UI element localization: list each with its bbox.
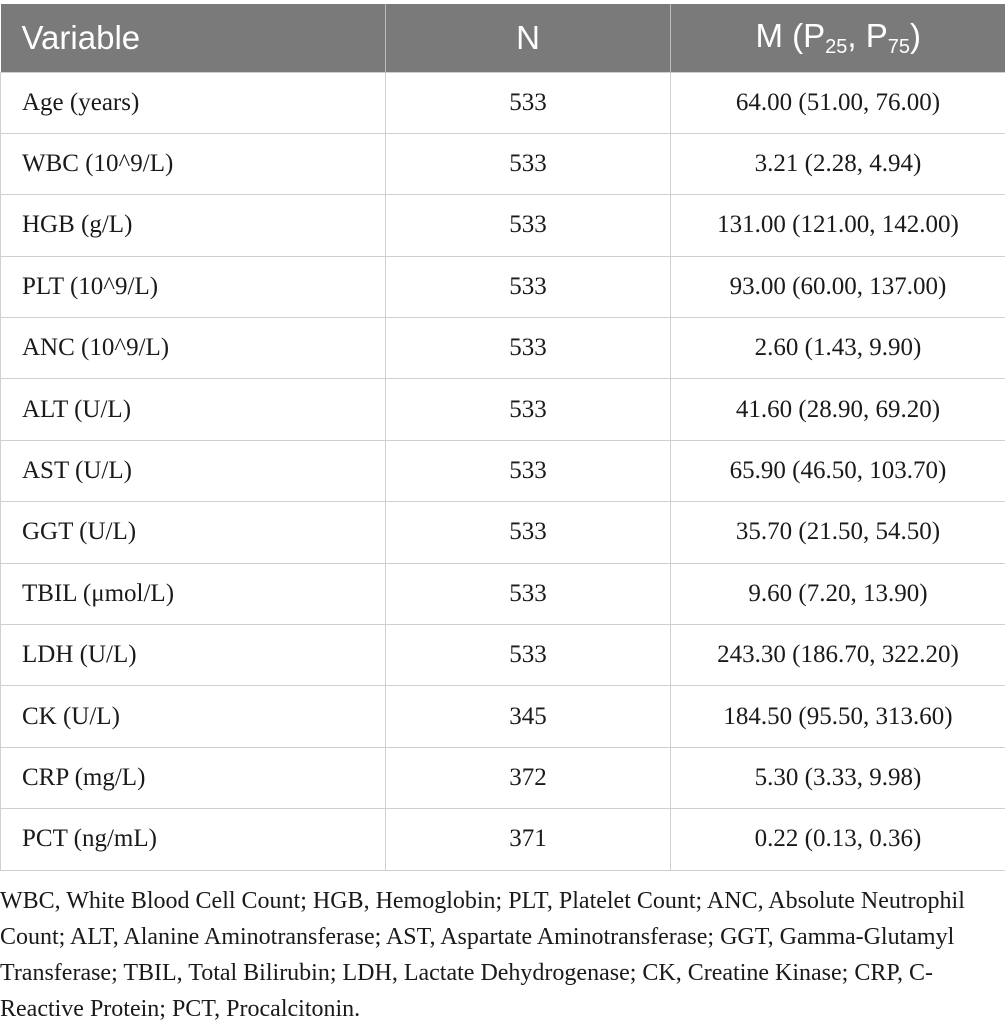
cell-n: 533 xyxy=(386,379,671,440)
cell-variable: HGB (g/L) xyxy=(1,195,386,256)
table-row xyxy=(1,133,1005,194)
lab-values-table xyxy=(0,4,1005,871)
table-container xyxy=(0,4,1005,871)
cell-variable: ALT (U/L) xyxy=(1,379,386,440)
table-footnote: WBC, White Blood Cell Count; HGB, Hemoglobin; PLT, Platelet Count; ANC, Absolute Neutrophil Count; ALT, Alanine Aminotransferase; AST, Aspartate Aminotransferase; GGT, Gamma-Glutamyl Transferase; TBIL, Total Bilirubin; LDH, Lactate Dehydrogenase; CK, Creatine Kinase; CRP, C-Reactive Protein; PCT, Procalcitonin. xyxy=(0,888,965,1022)
cell-variable: CRP (mg/L) xyxy=(1,747,386,808)
header-median-iqr xyxy=(671,4,1005,72)
cell-variable: PCT (ng/mL) xyxy=(1,809,386,870)
cell-median-iqr: 2.60 (1.43, 9.90) xyxy=(671,318,1005,379)
header-n: N xyxy=(386,4,671,72)
cell-median-iqr: 9.60 (7.20, 13.90) xyxy=(671,563,1005,624)
cell-median-iqr: 93.00 (60.00, 137.00) xyxy=(671,256,1005,317)
cell-median-iqr: 243.30 (186.70, 322.20) xyxy=(671,625,1005,686)
cell-variable: LDH (U/L) xyxy=(1,625,386,686)
cell-variable: Age (years) xyxy=(1,72,386,133)
table-body xyxy=(1,72,1005,870)
header-variable: Variable xyxy=(21,18,141,56)
cell-variable: AST (U/L) xyxy=(1,440,386,501)
cell-median-iqr: 3.21 (2.28, 4.94) xyxy=(671,133,1005,194)
cell-n: 372 xyxy=(386,747,671,808)
header-m-prefix: M (P xyxy=(755,16,826,54)
cell-variable: WBC (10^9/L) xyxy=(1,133,386,194)
table-row xyxy=(1,318,1005,379)
header-p75-subscript: 75 xyxy=(887,35,911,58)
cell-variable: TBIL (μmol/L) xyxy=(1,563,386,624)
cell-median-iqr: 5.30 (3.33, 9.98) xyxy=(671,747,1005,808)
cell-variable: CK (U/L) xyxy=(1,686,386,747)
table-row xyxy=(1,686,1005,747)
table-row xyxy=(1,256,1005,317)
cell-n: 371 xyxy=(386,809,671,870)
table-row xyxy=(1,747,1005,808)
header-m-suffix: ) xyxy=(910,16,922,54)
table-row xyxy=(1,195,1005,256)
cell-n: 533 xyxy=(386,502,671,563)
cell-variable: PLT (10^9/L) xyxy=(1,256,386,317)
cell-n: 533 xyxy=(386,256,671,317)
table-header xyxy=(1,4,1005,72)
table-row xyxy=(1,440,1005,501)
cell-variable: GGT (U/L) xyxy=(1,502,386,563)
cell-n: 533 xyxy=(386,133,671,194)
cell-median-iqr: 41.60 (28.90, 69.20) xyxy=(671,379,1005,440)
cell-n: 533 xyxy=(386,318,671,379)
cell-n: 533 xyxy=(386,72,671,133)
cell-median-iqr: 0.22 (0.13, 0.36) xyxy=(671,809,1005,870)
cell-median-iqr: 64.00 (51.00, 76.00) xyxy=(671,72,1005,133)
cell-n: 345 xyxy=(386,686,671,747)
table-row xyxy=(1,502,1005,563)
header-p25-subscript: 25 xyxy=(825,35,848,58)
cell-n: 533 xyxy=(386,625,671,686)
table-row xyxy=(1,72,1005,133)
cell-n: 533 xyxy=(386,195,671,256)
table-row xyxy=(1,563,1005,624)
cell-n: 533 xyxy=(386,563,671,624)
cell-variable: ANC (10^9/L) xyxy=(1,318,386,379)
cell-median-iqr: 65.90 (46.50, 103.70) xyxy=(671,440,1005,501)
header-row xyxy=(1,4,1005,72)
header-comma: , P xyxy=(847,16,888,54)
table-row xyxy=(1,625,1005,686)
cell-n: 533 xyxy=(386,440,671,501)
cell-median-iqr: 184.50 (95.50, 313.60) xyxy=(671,686,1005,747)
table-row xyxy=(1,809,1005,870)
table-row xyxy=(1,379,1005,440)
cell-median-iqr: 35.70 (21.50, 54.50) xyxy=(671,502,1005,563)
cell-median-iqr: 131.00 (121.00, 142.00) xyxy=(671,195,1005,256)
